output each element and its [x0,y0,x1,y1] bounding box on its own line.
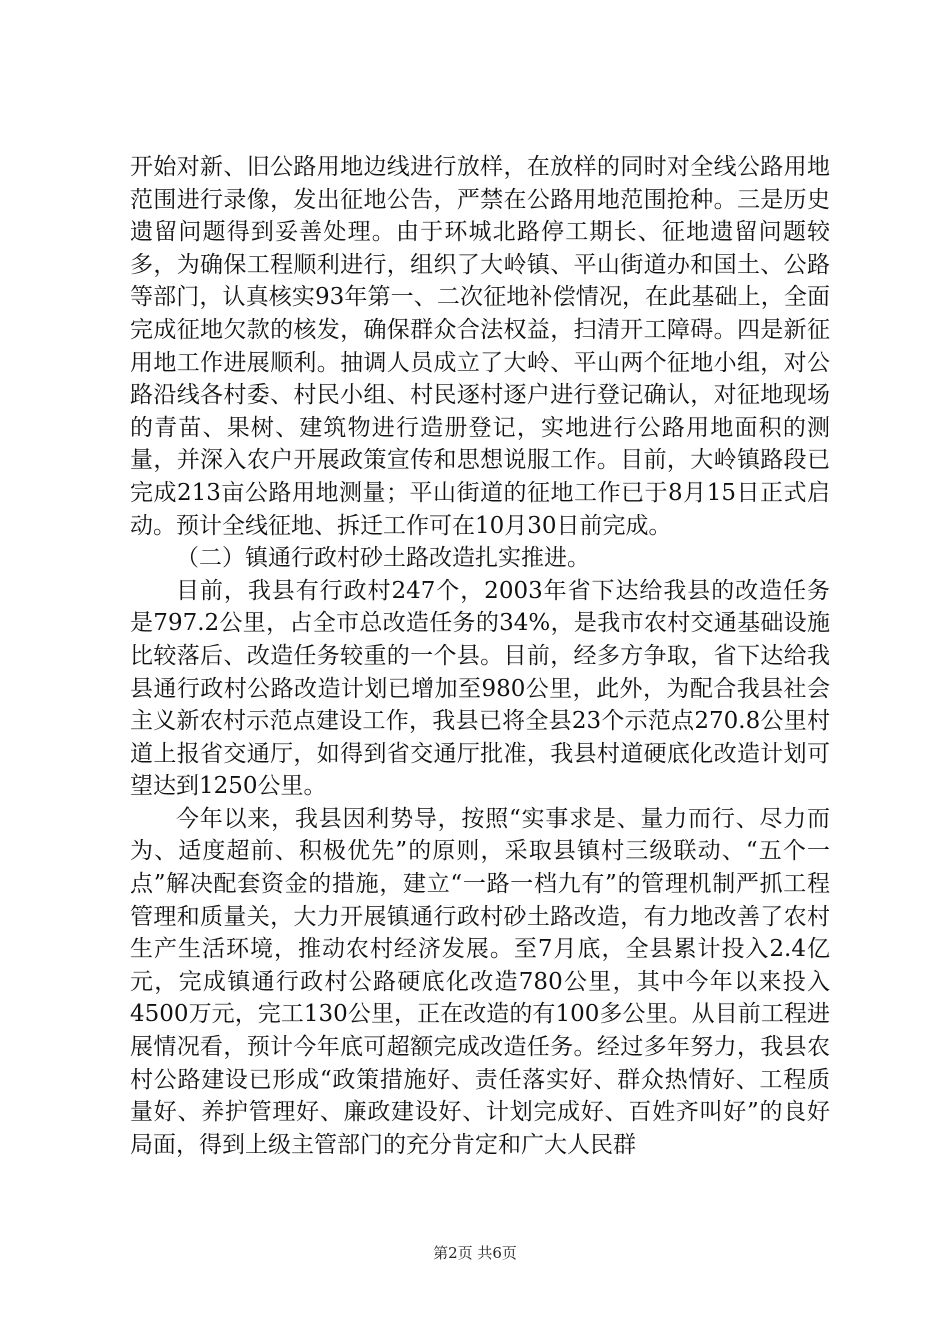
paragraph-progress: 今年以来，我县因利势导，按照“实事求是、量力而行、尽力而为、适度超前、积极优先”的原则，采取县镇村三级联动、“五个一点”解决配套资金的措施，建立“一路一档九有”的管理机制严抓工程管理和质量关，大力开展镇通行政村砂土路改造，有力地改善了农村生产生活环境，推动农村经济发展。至7月底，全县累计投入2.4亿元，完成镇通行政村公路硬底化改造780公里，其中今年以来投入4500万元，完工130公里，正在改造的有100多公里。从目前工程进展情况看，预计今年底可超额完成改造任务。经过多年努力，我县农村公路建设已形成“政策措施好、责任落实好、群众热情好、工程质量好、养护管理好、廉政建设好、计划完成好、百姓齐叫好”的良好局面，得到上级主管部门的充分肯定和广大人民群 [130,805,830,1158]
paragraph-village-roads: 目前，我县有行政村247个，2003年省下达给我县的改造任务是797.2公里，占全市总改造任务的34%，是我市农村交通基础设施比较落后、改造任务较重的一个县。目前，经多方争取，省下达给我县通行政村公路改造计划已增加至980公里，此外，为配合我县社会主义新农村示范点建设工作，我县已将全县23个示范点270.8公里村道上报省交通厅，如得到省交通厅批准，我县村道硬底化改造计划可望达到1250公里。 [130,577,830,800]
page-number: 第2页 共6页 [433,1244,517,1262]
document-body [130,151,830,1161]
paragraph-continuation: 开始对新、旧公路用地边线进行放样，在放样的同时对全线公路用地范围进行录像，发出征地公告，严禁在公路用地范围抢种。三是历史遗留问题得到妥善处理。由于环城北路停工期长、征地遗留问题较多，为确保工程顺利进行，组织了大岭镇、平山街道办和国土、公路等部门，认真核实93年第一、二次征地补偿情况，在此基础上，全面完成征地欠款的核发，确保群众合法权益，扫清开工障碍。四是新征用地工作进展顺利。抽调人员成立了大岭、平山两个征地小组，对公路沿线各村委、村民小组、村民逐村逐户进行登记确认，对征地现场的青苗、果树、建筑物进行造册登记，实地进行公路用地面积的测量，并深入农户开展政策宣传和思想说服工作。目前，大岭镇路段已完成213亩公路用地测量；平山街道的征地工作已于8月15日正式启动。预计全线征地、拆迁工作可在10月30日前完成。 [130,154,830,539]
section-heading: （二）镇通行政村砂土路改造扎实推进。 [176,545,590,572]
